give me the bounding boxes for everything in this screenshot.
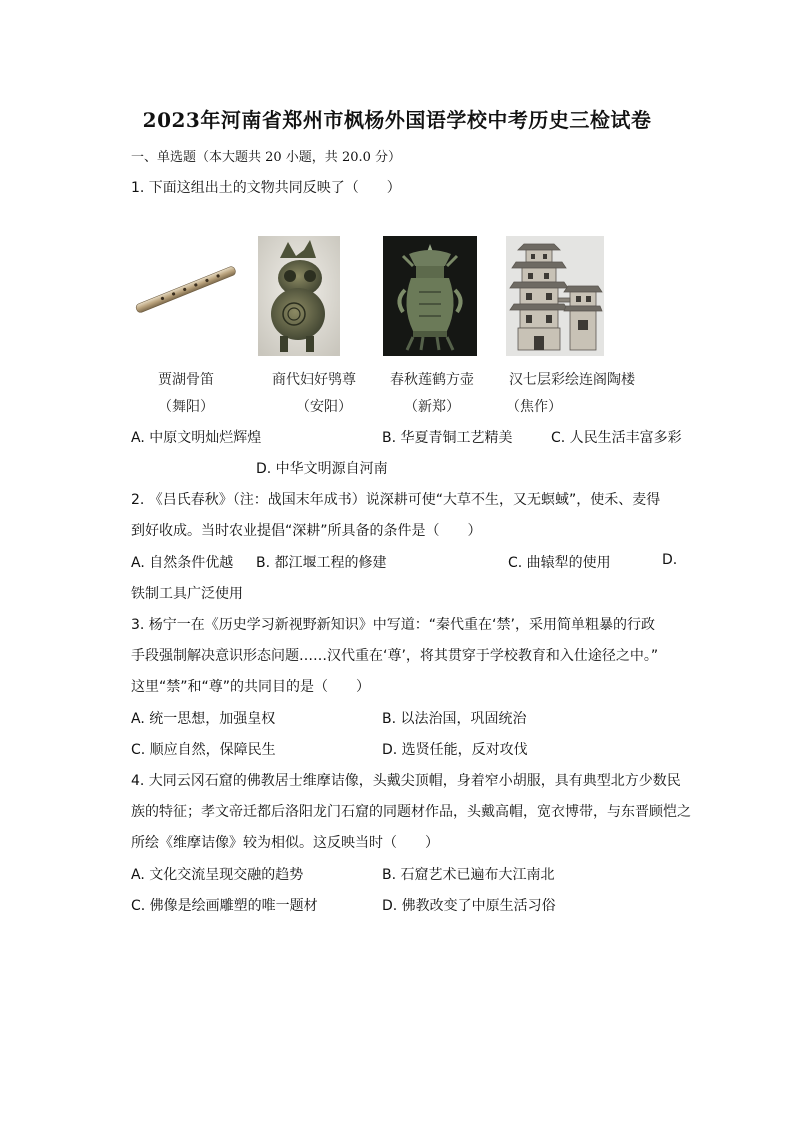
caption-place-4: （焦作） xyxy=(506,399,562,415)
q4-option-c: C. 佛像是绘画雕塑的唯一题材 xyxy=(131,898,318,914)
han-pottery-tower-image xyxy=(506,236,604,356)
q3-option-c: C. 顺应自然，保障民生 xyxy=(131,742,276,758)
q3-option-b: B. 以法治国，巩固统治 xyxy=(382,711,527,727)
caption-name-4: 汉七层彩绘连阁陶楼 xyxy=(509,372,635,388)
q2-option-a: A. 自然条件优越 xyxy=(131,555,234,571)
question-1-stem: 1. 下面这组出土的文物共同反映了（ ） xyxy=(131,180,401,196)
owl-bronze-vessel-image xyxy=(258,236,340,356)
question-3-line-1: 3. 杨宁一在《历史学习新视野新知识》中写道：“秦代重在‘禁’，采用简单粗暴的行政 xyxy=(131,617,655,633)
q4-option-a: A. 文化交流呈现交融的趋势 xyxy=(131,867,304,883)
caption-place-1: （舞阳） xyxy=(158,399,214,415)
q2-option-d-label: D. xyxy=(662,552,678,568)
question-4-line-2: 族的特征；孝文帝迁都后洛阳龙门石窟的同题材作品，头戴高帽，宽衣博带，与东晋顾恺之 xyxy=(131,804,691,820)
q1-option-a: A. 中原文明灿烂辉煌 xyxy=(131,430,262,446)
caption-name-3: 春秋莲鹤方壶 xyxy=(390,372,474,388)
question-3-line-2: 手段强制解决意识形态问题……汉代重在‘尊’，将其贯穿于学校教育和入仕途径之中。” xyxy=(131,648,659,664)
q1-option-d: D. 中华文明源自河南 xyxy=(256,461,388,477)
bone-flute-image xyxy=(131,255,241,325)
q3-option-a: A. 统一思想，加强皇权 xyxy=(131,711,276,727)
question-3-line-3: 这里“禁”和“尊”的共同目的是（ ） xyxy=(131,679,371,695)
page-title: 2023年河南省郑州市枫杨外国语学校中考历史三检试卷 xyxy=(142,108,652,132)
caption-name-1: 贾湖骨笛 xyxy=(158,372,214,388)
q1-option-c: C. 人民生活丰富多彩 xyxy=(551,430,682,446)
q2-option-b: B. 都江堰工程的修建 xyxy=(256,555,387,571)
q3-option-d: D. 选贤任能，反对攻伐 xyxy=(382,742,528,758)
caption-name-2: 商代妇好鸮尊 xyxy=(272,372,356,388)
q2-option-d-text: 铁制工具广泛使用 xyxy=(131,586,243,602)
q4-option-b: B. 石窟艺术已遍布大江南北 xyxy=(382,867,555,883)
question-4-line-1: 4. 大同云冈石窟的佛教居士维摩诘像，头戴尖顶帽，身着窄小胡服，具有典型北方少数民 xyxy=(131,773,681,789)
question-4-line-3: 所绘《维摩诘像》较为相似。这反映当时（ ） xyxy=(131,835,439,851)
q1-option-b: B. 华夏青铜工艺精美 xyxy=(382,430,513,446)
caption-place-3: （新郑） xyxy=(404,399,460,415)
question-2-line-2: 到好收成。当时农业提倡“深耕”所具备的条件是（ ） xyxy=(131,523,482,539)
q2-option-c: C. 曲辕犁的使用 xyxy=(508,555,611,571)
section-heading: 一、单选题（本大题共 20 小题，共 20.0 分） xyxy=(131,150,402,165)
question-2-line-1: 2. 《吕氏春秋》（注：战国末年成书）说深耕可使“大草不生，又无螟蜮”，使禾、麦得 xyxy=(131,492,661,508)
q4-option-d: D. 佛教改变了中原生活习俗 xyxy=(382,898,556,914)
caption-place-2: （安阳） xyxy=(296,399,352,415)
lotus-crane-square-pot-image xyxy=(383,236,477,356)
